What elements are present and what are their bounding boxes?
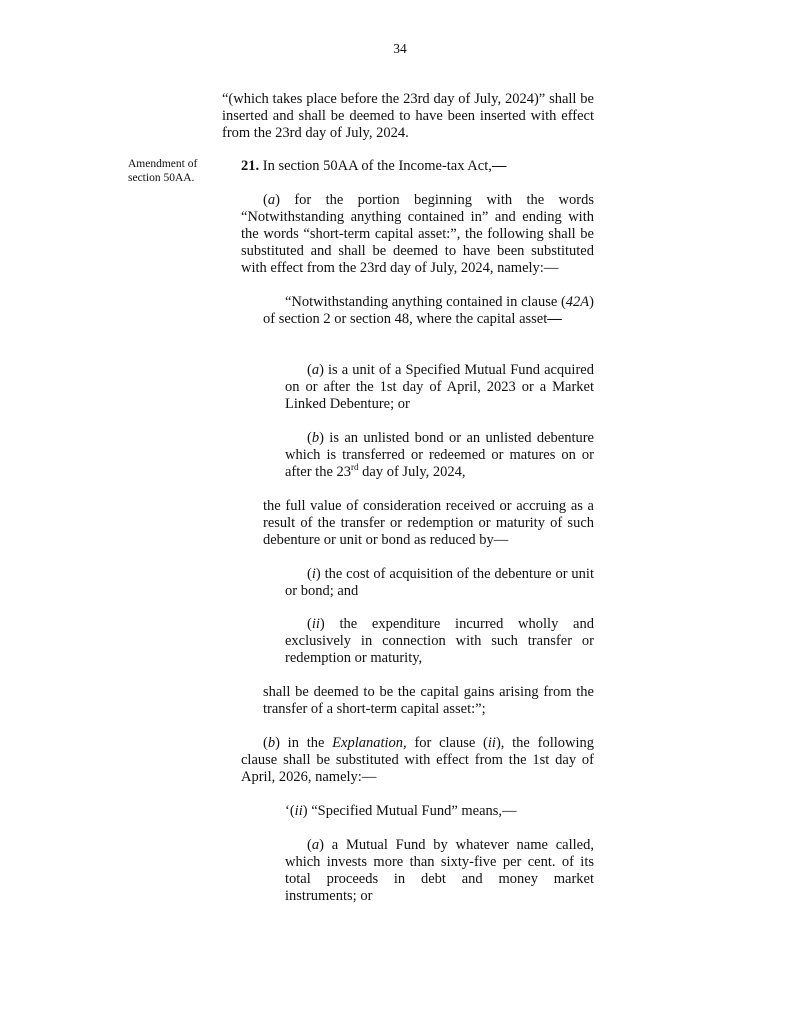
section-number: 21. [241, 158, 260, 174]
page-number: 34 [393, 41, 407, 56]
quoted-subclause-ii-text: the expenditure incurred wholly and exclusively in connection with such transfer or redemption or maturity, [285, 616, 594, 666]
clause-b-text-1: in the [287, 735, 325, 751]
quoted-closing: shall be deemed to be the capital gains arising from the transfer of a short-term capital asset:”; [263, 684, 594, 717]
clause-b-text-2: for clause ( [414, 735, 488, 751]
margin-note-line-1: Amendment of [128, 158, 198, 170]
definition-open-quote: ‘( [285, 803, 295, 819]
continuation-text: “(which takes place before the 23rd day of July, 2024)” shall be inserted and shall be deemed to have been inserted with effect from the 23rd day of July, 2024. [222, 91, 594, 141]
quoted-subclause-a: (a) is a unit of a Specified Mutual Fund acquired on or after the 1st day of April, 2023 or a Market Linked Debenture; or [285, 362, 594, 412]
quoted-subclause-ii: (ii) the expenditure incurred wholly and exclusively in connection with such transfer or redemption or maturity, [285, 616, 594, 666]
section-heading-text: In section 50AA of the Income-tax Act, [262, 158, 492, 174]
quoted-subclause-i-label: i [311, 566, 316, 582]
clause-b-explanation: Explanation, [332, 735, 407, 751]
quoted-intro: “Notwithstanding anything contained in clause (42A) of section 2 or section 48, where the capital asset— [263, 294, 594, 327]
quoted-subclause-i-text: the cost of acquisition of the debenture or unit or bond; and [285, 566, 594, 599]
quoted-subclause-a-label: a [311, 362, 320, 378]
quoted-intro-end: of section 2 or section 48, where the capital asset [263, 311, 548, 327]
margin-note-line-2: section 50AA. [128, 172, 195, 184]
quoted-subclause-b: (b) is an unlisted bond or an unlisted debenture which is transferred or redeemed or matures on or after the 23rd day of July, 2024, [285, 430, 594, 480]
quoted-intro-clause: 42A [565, 294, 590, 310]
definition-heading-text: ) “Specified Mutual Fund” means,— [302, 803, 517, 819]
quoted-subclause-i: (i) the cost of acquisition of the debenture or unit or bond; and [285, 566, 594, 599]
quoted-subclause-b-text-1: is an unlisted bond or an unlisted debenture which is transferred or redeemed or matures on or after the 23 [285, 430, 594, 480]
quoted-subclause-b-sup: rd [351, 462, 359, 473]
clause-a-label: a [267, 192, 276, 208]
quoted-subclause-a-text: is a unit of a Specified Mutual Fund acquired on or after the 1st day of April, 2023 or a Market Linked Debenture; or [285, 362, 594, 412]
quoted-intro-start: “Notwithstanding anything contained in clause [285, 294, 558, 310]
section-heading-dash: — [491, 158, 507, 174]
clause-a-text: for the portion beginning with the words “Notwithstanding anything contained in” and ending with the words “short-term capital asset:”, the following shall be substituted and shall be deemed to have been substituted with effect from the 23rd day of July, 2024, namely:— [241, 192, 594, 276]
clause-b: (b) in the Explanation, for clause (ii), the following clause shall be substituted with effect from the 1st day of April, 2026, namely:— [241, 735, 594, 785]
definition-heading [285, 803, 594, 820]
quoted-full-value: the full value of consideration received or accruing as a result of the transfer or redemption or maturity of such debenture or unit or bond as reduced by— [263, 498, 594, 548]
definition-label: ii [294, 803, 303, 819]
definition-subclause-a-label: a [311, 837, 320, 853]
quoted-subclause-ii-label: ii [311, 616, 320, 632]
margin-note [128, 157, 218, 185]
section-heading [241, 158, 594, 175]
quoted-subclause-b-text-2: day of July, 2024, [362, 464, 466, 480]
definition-subclause-a-text: a Mutual Fund by whatever name called, which invests more than sixty-five per cent. of its total proceeds in debt and money market instruments; or [285, 837, 594, 904]
clause-b-text-3: ), the following clause shall be substituted with effect from the 1st day of April, 2026, namely:— [241, 735, 594, 785]
clause-b-clause-ref: ii [487, 735, 496, 751]
clause-b-label: b [267, 735, 276, 751]
definition-subclause-a: (a) a Mutual Fund by whatever name called, which invests more than sixty-five per cent. of its total proceeds in debt and money market instruments; or [285, 837, 594, 904]
quoted-subclause-b-label: b [311, 430, 320, 446]
clause-a: (a) for the portion beginning with the words “Notwithstanding anything contained in” and ending with the words “short-term capital asset:”, the following shall be substituted and shall be deemed to have been substituted with effect from the 23rd day of July, 2024, namely:— [241, 192, 594, 276]
quoted-intro-dash: — [547, 311, 562, 327]
